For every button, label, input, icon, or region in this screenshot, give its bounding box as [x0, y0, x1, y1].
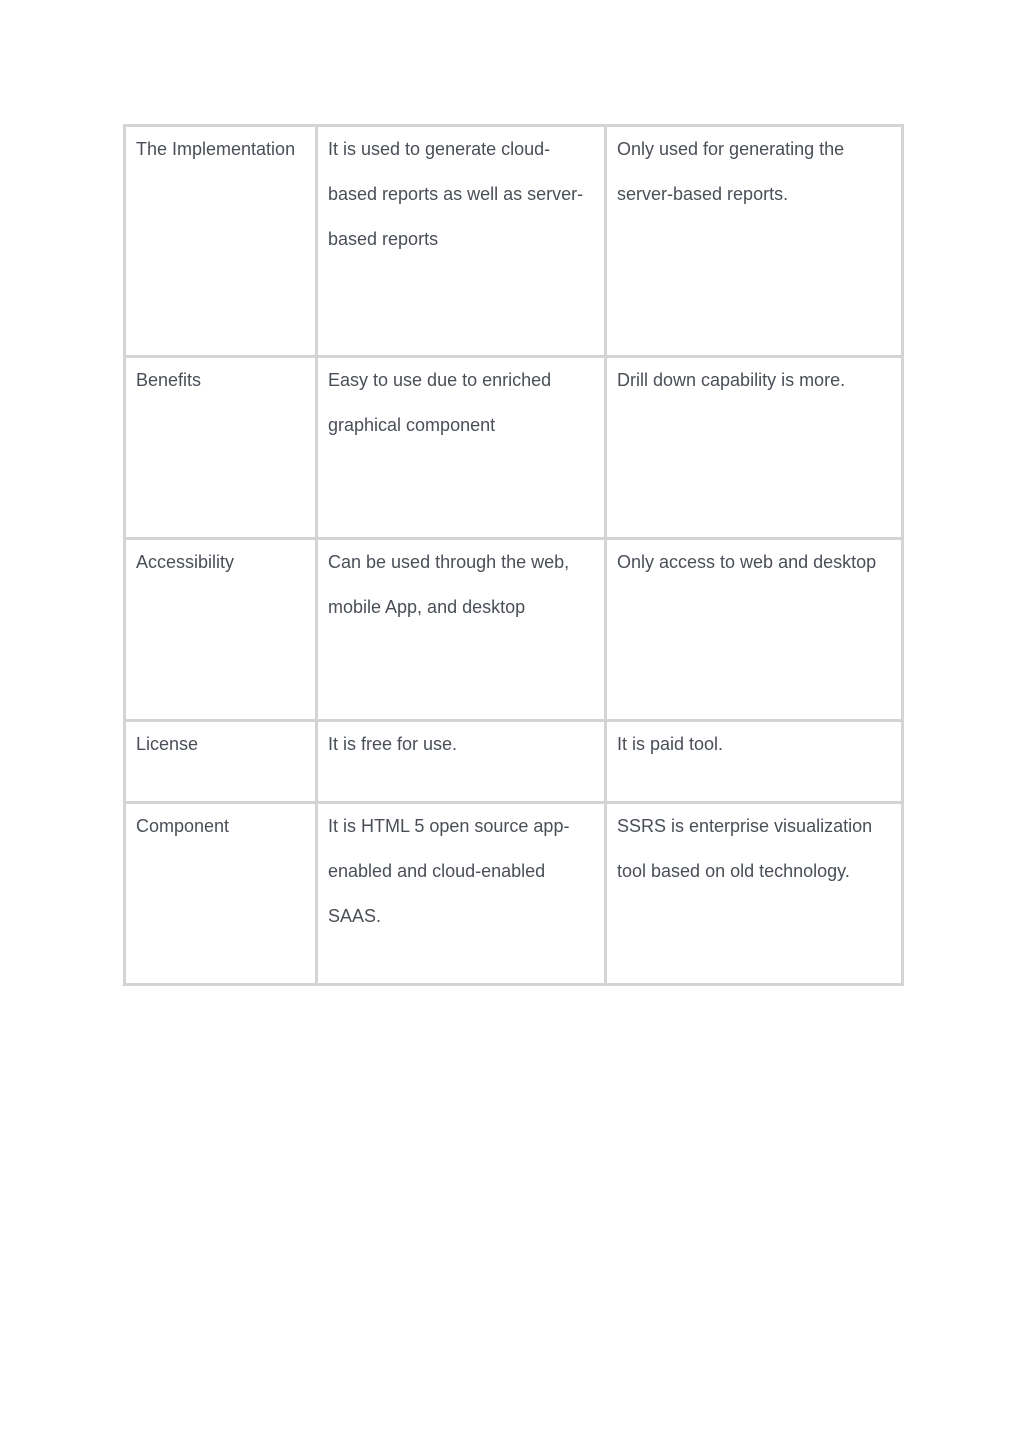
table-cell: [317, 721, 606, 803]
cell-text: It is free for use.: [328, 734, 458, 754]
cell-text: Only used for generating the server-based reports.: [617, 139, 845, 204]
table-cell: [317, 126, 606, 357]
row-label-cell: [125, 803, 317, 985]
table-cell: [606, 126, 903, 357]
table-cell: [606, 357, 903, 539]
cell-text: Only access to web and desktop: [617, 552, 877, 572]
row-label-cell: [125, 721, 317, 803]
table-cell: [317, 539, 606, 721]
cell-text: It is paid tool.: [617, 734, 724, 754]
table-row: [125, 721, 903, 803]
row-label-cell: [125, 357, 317, 539]
cell-text: It is HTML 5 open source app-enabled and cloud-enabled SAAS.: [328, 816, 570, 926]
comparison-table: [123, 124, 904, 986]
row-label: Component: [136, 816, 230, 836]
table-cell: [317, 803, 606, 985]
table-cell: [317, 357, 606, 539]
row-label: License: [136, 734, 199, 754]
table-cell: [606, 721, 903, 803]
cell-text: SSRS is enterprise visualization tool based on old technology.: [617, 816, 873, 881]
row-label-cell: [125, 126, 317, 357]
cell-text: It is used to generate cloud-based reports as well as server-based reports: [328, 139, 584, 249]
row-label: Accessibility: [136, 552, 235, 572]
table-row: [125, 803, 903, 985]
table-row: [125, 357, 903, 539]
row-label: The Implementation: [136, 139, 296, 159]
cell-text: Easy to use due to enriched graphical component: [328, 370, 552, 435]
cell-text: Drill down capability is more.: [617, 370, 846, 390]
row-label: Benefits: [136, 370, 202, 390]
table-row: [125, 539, 903, 721]
table-row: [125, 126, 903, 357]
row-label-cell: [125, 539, 317, 721]
table-cell: [606, 803, 903, 985]
cell-text: Can be used through the web, mobile App, and desktop: [328, 552, 570, 617]
table-cell: [606, 539, 903, 721]
